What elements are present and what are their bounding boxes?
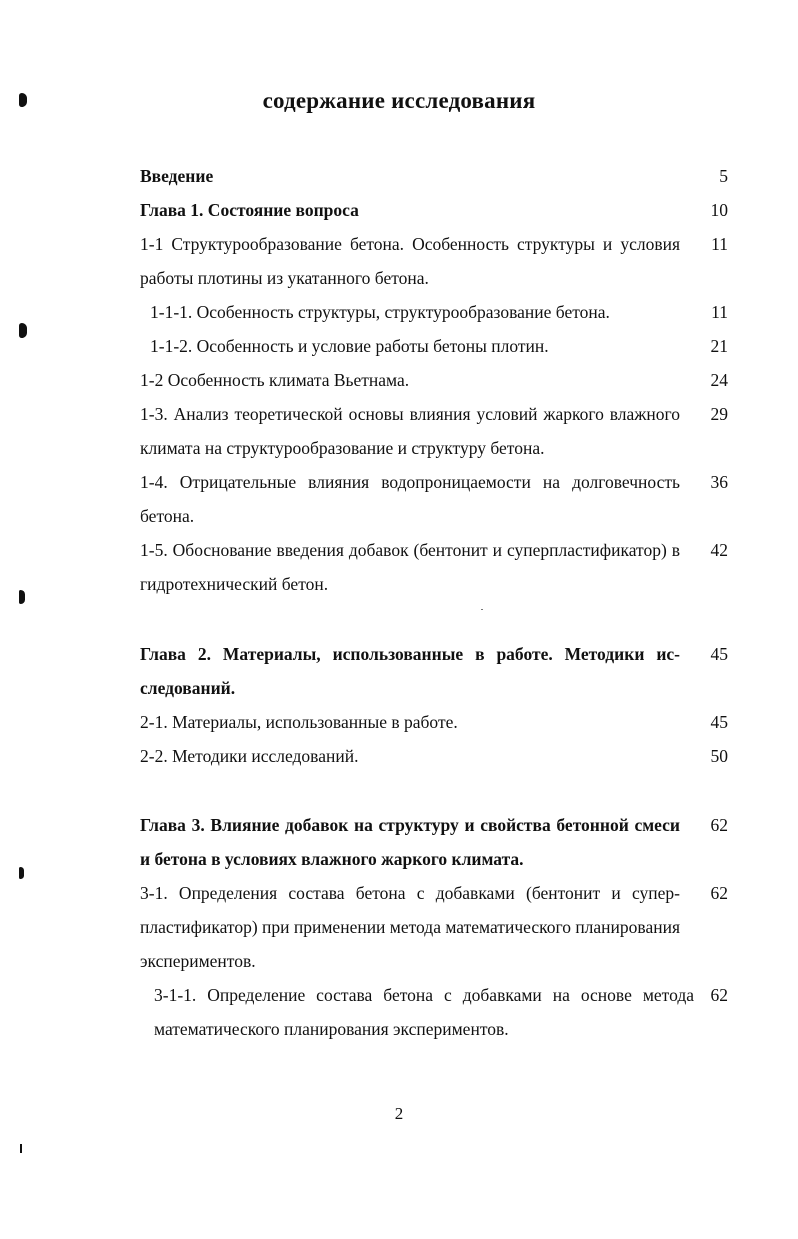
- toc-entry-page: 62: [710, 883, 728, 903]
- toc-entry-text: 1-2 Особенность климата Вьетнама.: [140, 370, 410, 390]
- scan-speck: [481, 609, 483, 610]
- toc-entry-text: 2-2. Методики исследований.: [140, 746, 359, 766]
- toc-entry-page: 62: [710, 985, 728, 1005]
- toc-entry-2-2: [140, 739, 728, 773]
- toc-entry-page: 45: [710, 644, 728, 664]
- toc-entry-1-1: [140, 227, 728, 295]
- toc-entry-text: Глава 1. Состояние вопроса: [140, 200, 359, 220]
- toc-entry-text: 3-1-1. Определение состава бетона с добавками на основе метода математического планирования экспериментов.: [154, 985, 694, 1039]
- toc-entry-page: 50: [710, 746, 728, 766]
- toc-entry-page: 45: [710, 712, 728, 732]
- toc-entry-1-5: [140, 533, 728, 601]
- scan-mark: [19, 323, 27, 338]
- toc-entry-page: 42: [710, 540, 728, 560]
- toc-entry-page: 5: [719, 166, 728, 186]
- toc-entry-page: 11: [711, 234, 728, 254]
- toc-entry-text: 3-1. Определения состава бетона с добавками (бентонит и суперпластификатор) при применении метода математического планирования экспериментов.: [140, 883, 680, 971]
- toc-entry-1-1-2: [140, 329, 728, 363]
- toc-entry-page: 11: [711, 302, 728, 322]
- scan-mark: [19, 93, 27, 107]
- toc-entry-text: Введение: [140, 166, 214, 186]
- scan-mark: [19, 590, 25, 604]
- toc-entry-introduction: [140, 159, 728, 193]
- page-number: 2: [394, 1104, 404, 1123]
- toc-entry-2-1: [140, 705, 728, 739]
- toc-entry-1-3: [140, 397, 728, 465]
- toc-entry-1-2: [140, 363, 728, 397]
- page-title: содержание исследования: [262, 88, 536, 113]
- toc-entry-page: 24: [710, 370, 728, 390]
- toc-entry-1-1-1: [140, 295, 728, 329]
- toc-entry-page: 29: [710, 404, 728, 424]
- toc-entry-text: 1-1-2. Особенность и условие работы бетоны плотин.: [150, 336, 549, 356]
- scan-mark: [19, 867, 24, 879]
- toc-entry-text: 1-5. Обоснование введения добавок (бентонит и суперпластификатор) в гидротехнический бетон.: [140, 540, 680, 594]
- toc-entry-page: 21: [710, 336, 728, 356]
- toc-entry-text: 1-3. Анализ теоретической основы влияния условий жаркого влажного климата на структурообразование и структуру бетона.: [140, 404, 680, 458]
- scan-mark: [20, 1144, 22, 1153]
- toc-entry-page: 36: [710, 472, 728, 492]
- toc-entry-text: 1-4. Отрицательные влияния водопроницаемости на долговечность бетона.: [140, 472, 680, 526]
- toc-entry-text: Глава 3. Влияние добавок на структуру и свойства бетонной смеси и бетона в условиях влажного жаркого климата.: [140, 815, 680, 869]
- toc-entry-3-1: [140, 876, 728, 978]
- toc-entry-text: 2-1. Материалы, использованные в работе.: [140, 712, 458, 732]
- toc-entry-text: Глава 2. Материалы, использованные в работе. Методики исследований.: [140, 644, 680, 698]
- toc-entry-1-4: [140, 465, 728, 533]
- toc-entry-chapter-2: [140, 637, 728, 705]
- toc-entry-page: 10: [710, 200, 728, 220]
- toc-entry-text: 1-1-1. Особенность структуры, структурообразование бетона.: [150, 302, 610, 322]
- toc-entry-chapter-1: [140, 193, 728, 227]
- toc-entry-text: 1-1 Структурообразование бетона. Особенность структуры и условия работы плотины из укатанного бетона.: [140, 234, 680, 288]
- toc-entry-page: 62: [710, 815, 728, 835]
- toc-entry-chapter-3: [140, 808, 728, 876]
- toc-entry-3-1-1: [140, 978, 728, 1046]
